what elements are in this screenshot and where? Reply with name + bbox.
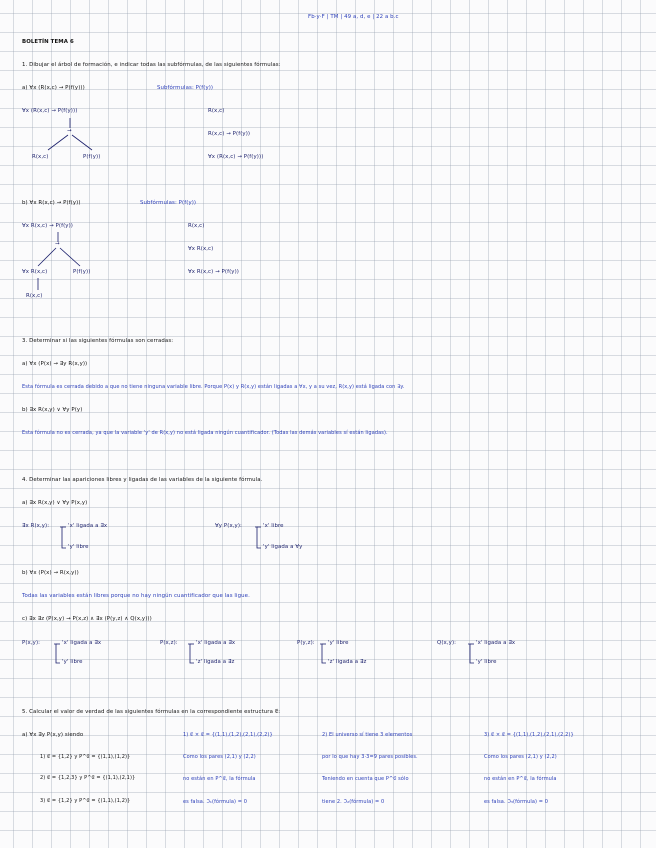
q1b-subformulas-title: Subfórmulas: P(f(y))	[140, 200, 197, 206]
q1a-subformula-1: R(x,c)	[208, 108, 225, 114]
q1b-tree-right: P(f(y))	[73, 269, 91, 275]
q5-col1-line-4: es falsa. ℑ₁(fórmula) = 0	[183, 799, 248, 805]
q4c-formula-1-line-2: 'y' libre	[62, 659, 83, 665]
q4a-formula-2-line-2: 'y' ligada a ∀y	[263, 544, 303, 550]
q5a-case-1: 1) 𝔈 = {1,2} y P^𝔈 = {(1,1),(1,2)}	[40, 754, 131, 760]
q4a-formula-1-line-2: 'y' libre	[68, 544, 89, 550]
q4c-label: c) ∃x ∃z (P(x,y) → P(x,z) ∧ ∃x (P(y,z) ∧ Q(x,y)))	[22, 616, 152, 622]
q1a-label: a) ∀x (R(x,c) → P(f(y)))	[22, 85, 85, 91]
q1b-tree-left: ∀x R(x,c)	[22, 269, 48, 275]
q4a-formula-1-line-1: 'x' ligada a ∃x	[68, 523, 108, 529]
q4b-answer: Todas las variables están libres porque no hay ningún cuantificador que las ligue.	[22, 593, 250, 599]
q4a-formula-2: ∀y P(x,y):	[215, 523, 242, 529]
q4a-formula-1: ∃x R(x,y):	[22, 523, 50, 529]
q4c-formula-4-line-1: 'x' ligada a ∃x	[476, 640, 516, 646]
q5a-case-2: 2) 𝔈 = {1,2,3} y P^𝔈 = {(1,1),(2,1)}	[40, 775, 136, 781]
q1b-label: b) ∀x R(x,c) → P(f(y))	[22, 200, 81, 206]
q1b-tree-leaf: R(x,c)	[26, 293, 43, 299]
q3a-answer: Esta fórmula es cerrada debido a que no tiene ninguna variable libre. Porque P(x) y R(x,y) están ligadas a ∀x, y a su vez, R(x,y) está ligada con ∃y.	[22, 384, 405, 390]
q4c-formula-2-line-1: 'x' ligada a ∃x	[196, 640, 236, 646]
q4c-formula-3: P(y,z):	[297, 640, 315, 646]
q5-col3-line-3: no están en P^𝔈, la fórmula	[484, 776, 557, 782]
q5-col1-line-2: Como los pares (2,1) y (2,2)	[183, 754, 256, 760]
q5-col3-line-2: Como los pares (2,1) y (2,2)	[484, 754, 557, 760]
q5-col1-line-3: no están en P^𝔈, la fórmula	[183, 776, 256, 782]
q5a-label: a) ∀x ∃y P(x,y) siendo	[22, 732, 84, 738]
q5-col2-line-2: por lo que hay 3·3=9 pares posibles.	[322, 754, 418, 760]
q4c-formula-4: Q(x,y):	[437, 640, 457, 646]
q1a-subformula-2: R(x,c) → P(f(y))	[208, 131, 251, 137]
q4c-formula-1: P(x,y):	[22, 640, 41, 646]
q5-col3-line-4: es falsa. ℑ₃(fórmula) = 0	[484, 799, 549, 805]
q1b-subformula-1: R(x,c)	[188, 223, 205, 229]
q1a-tree-root: ∀x (R(x,c) → P(f(y)))	[22, 108, 78, 114]
q4c-formula-2: P(x,z):	[160, 640, 178, 646]
q4c-formula-1-line-1: 'x' ligada a ∃x	[62, 640, 102, 646]
question-5: 5. Calcular el valor de verdad de las siguientes fórmulas en la correspondiente estructura 𝔈:	[22, 709, 281, 715]
q5-col2-line-1: 2) El universo sí tiene 3 elementos	[322, 732, 413, 738]
q4a-label: a) ∃x R(x,y) ∨ ∀y P(x,y)	[22, 500, 88, 506]
q3b-label: b) ∃x R(x,y) ∨ ∀y P(y)	[22, 407, 83, 413]
q1b-tree-arrow: →	[55, 241, 60, 247]
q5-col3-line-1: 3) 𝔈 × 𝔈 = {(1,1),(1,2),(2,1),(2,2)}	[484, 732, 574, 738]
q1b-tree-root: ∀x R(x,c) → P(f(y))	[22, 223, 74, 229]
q1b-subformula-2: ∀x R(x,c)	[188, 246, 214, 252]
q1a-tree-left: R(x,c)	[32, 154, 49, 160]
q4c-formula-4-line-2: 'y' libre	[476, 659, 497, 665]
q5-col2-line-4: tiene 2. ℑ₂(fórmula) = 0	[322, 799, 385, 805]
q5-col1-line-1: 1) 𝔈 × 𝔈 = {(1,1),(1,2),(2,1),(2,2)}	[183, 732, 273, 738]
q4a-formula-2-line-1: 'x' libre	[263, 523, 284, 529]
q5a-case-3: 3) 𝔈 = {1,2} y P^𝔈 = {(1,1),(1,2)}	[40, 798, 131, 804]
q5-col2-line-3: Teniendo en cuenta que P^𝔈 sólo	[322, 776, 409, 782]
question-4: 4. Determinar las apariciones libres y ligadas de las variables de la siguiente fórmula.	[22, 477, 263, 483]
q1a-tree-right: P(f(y))	[83, 154, 101, 160]
q3a-label: a) ∀x (P(x) → ∃y R(x,y))	[22, 361, 88, 367]
q1b-subformula-3: ∀x R(x,c) → P(f(y))	[188, 269, 240, 275]
q4c-formula-2-line-2: 'z' ligada a ∃z	[196, 659, 235, 665]
question-3: 3. Determinar si las siguientes fórmulas son cerradas:	[22, 338, 174, 344]
q3b-answer: Esta fórmula no es cerrada, ya que la variable 'y' de R(x,y) no está ligada ningún cuantificador. (Todas las demás variables sí están ligadas).	[22, 430, 388, 436]
q4b-label: b) ∀x (P(x) → R(x,y))	[22, 570, 79, 576]
page-title: BOLETÍN TEMA 6	[22, 39, 74, 45]
q1a-subformulas-title: Subfórmulas: P(f(y))	[157, 85, 214, 91]
page-header: Fb·y·F | TM | 49 a, d, e | 22 a b.c	[308, 14, 399, 20]
q1a-tree-arrow: →	[67, 128, 72, 134]
q4c-formula-3-line-2: 'z' ligada a ∃z	[328, 659, 367, 665]
q1a-subformula-3: ∀x (R(x,c) → P(f(y)))	[208, 154, 264, 160]
question-1: 1. Dibujar el árbol de formación, e indicar todas las subfórmulas, de las siguientes fórmulas:	[22, 62, 281, 68]
q4c-formula-3-line-1: 'y' libre	[328, 640, 349, 646]
